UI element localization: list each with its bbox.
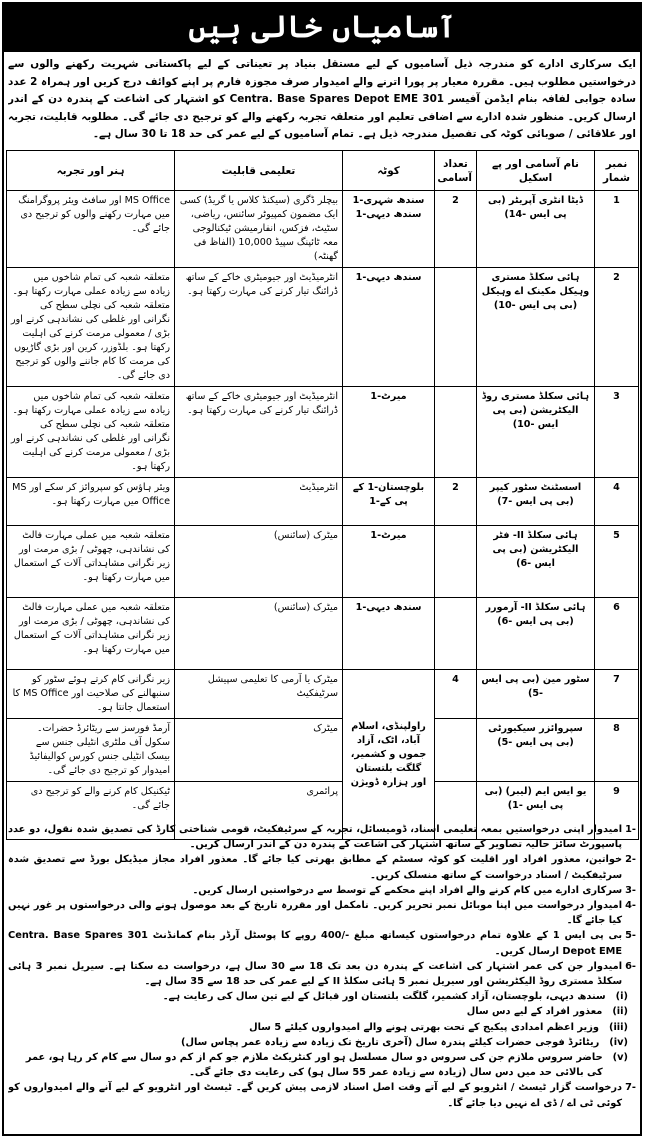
note-item [8, 852, 636, 882]
header-qty: تعداد آسامی [435, 151, 477, 191]
row-experience: MS Office اور سافٹ ویئر پروگرامنگ میں مہارت رکھنے والوں کو ترجیح دی جائے گی۔ [7, 191, 175, 268]
row-quota: سندھ شہری-1 سندھ دیہی-1 [343, 191, 435, 268]
row-sno: 8 [595, 719, 639, 782]
row-sno: 3 [595, 387, 639, 478]
row-qty: 2 [435, 191, 477, 268]
row-education: میٹرک [175, 719, 343, 782]
row-experience: متعلقہ شعبہ میں عملی مہارت فالٹ کی نشاندہی، چھوٹی / بڑی مرمت اور زیر نگرانی مشاہداتی آلات کے استعمال میں مہارت رکھتا ہو۔ [7, 526, 175, 598]
note-text: درخواست گزار ٹیسٹ / انٹرویو کے لیے آتے وقت اصل اسناد لازمی پیش کریں گے۔ ٹیسٹ اور انٹرویو کے لیے آنے والے امیدواروں کو کوئی ٹی اے / ڈی اے نہیں دیا جائے گا۔ [8, 1082, 623, 1109]
age-relaxation-item [8, 1004, 636, 1019]
note-number: -1 [625, 824, 636, 835]
row-experience: متعلقہ شعبہ کی تمام شاخوں میں زیادہ سے زیادہ عملی مہارت رکھتا ہو۔ متعلقہ شعبہ کی نچلی سطح کی نگرانی اور غلطی کی نشاندہی کرنے اور بڑی / معمولی مرمت کرنے کی اہلیت رکھتا ہو۔ [7, 387, 175, 478]
relax-text: ریٹائرڈ فوجی حضرات کیلئے پندرہ سال (آخری تاریخ تک زیادہ سے زیادہ عمر پچاس سال) [180, 1036, 600, 1048]
row-education: بیچلر ڈگری (سیکنڈ کلاس یا گریڈ) کسی ایک مضمون کمپیوٹر سائنس، ریاضی، سٹیٹ، فزکس، انفارمیشن ٹیکنالوجی معہ ٹائپنگ سپیڈ 10,000 (الفاظ فی گھنٹہ) [175, 191, 343, 268]
row-quota: بلوچستان-1 کے پی کے-1 [343, 478, 435, 526]
relax-number: (iv) [609, 1036, 628, 1048]
row-qty [435, 387, 477, 478]
row-post: ہائی سکلڈ II- فٹر الیکٹریشن (بی پی ایس -6) [477, 526, 595, 598]
age-relaxation-item [8, 1050, 636, 1080]
row-post: سپروائزر سیکیورٹی (بی پی ایس -5) [477, 719, 595, 782]
relax-text: سندھ دیہی، بلوچستان، آزاد کشمیر، گلگت بلتستان اور قبائل کے لیے تین سال کی رعایت ہے۔ [162, 991, 606, 1003]
row-sno: 5 [595, 526, 639, 598]
note-item [8, 959, 636, 989]
header-education: تعلیمی قابلیت [175, 151, 343, 191]
relax-number: (ii) [612, 1006, 628, 1018]
note-item [8, 1080, 636, 1110]
row-experience: متعلقہ شعبہ میں عملی مہارت فالٹ کی نشاندہی، چھوٹی / بڑی مرمت اور زیر نگرانی مشاہداتی آلات کے استعمال میں مہارت رکھتا ہو۔ [7, 598, 175, 670]
row-sno: 7 [595, 670, 639, 719]
row-qty [435, 268, 477, 387]
header-sno: نمبر شمار [595, 151, 639, 191]
row-post: ہائی سکلڈ مستری روڈ الیکٹریشن (بی پی ایس -10) [477, 387, 595, 478]
row-quota: میرٹ-1 [343, 526, 435, 598]
note-text: امیدوار درخواست میں اپنا موبائل نمبر تحریر کریں۔ نامکمل اور مقررہ تاریخ کے بعد موصول ہونے والی درخواستوں پر غور نہیں کیا جائے گا۔ [8, 900, 623, 927]
age-relaxation-item [8, 989, 636, 1004]
note-number: -4 [625, 900, 636, 912]
ad-title: آسامیاں خالی ہیں [4, 4, 640, 52]
note-item [8, 928, 636, 958]
header-quota: کوٹہ [343, 151, 435, 191]
row-sno: 6 [595, 598, 639, 670]
row-education: انٹرمیڈیٹ [175, 478, 343, 526]
row-education: میٹرک (سائنس) [175, 526, 343, 598]
row-qty [435, 598, 477, 670]
row-post: سٹور مین (بی پی ایس -5) [477, 670, 595, 719]
table-row [7, 191, 639, 268]
note-number: -6 [625, 960, 636, 972]
age-relaxation-item [8, 1035, 636, 1050]
row-education: پرائمری [175, 782, 343, 840]
table-row [7, 719, 639, 782]
row-sno: 4 [595, 478, 639, 526]
row-post: ڈیٹا انٹری آپریٹر (بی پی ایس -14) [477, 191, 595, 268]
note-number: -3 [625, 884, 636, 896]
row-education: انٹرمیڈیٹ اور جیومیٹری خاکے کے ساتھ ڈرائنگ تیار کرنے کی مہارت رکھتا ہو۔ [175, 268, 343, 387]
row-quota: سندھ دیہی-1 [343, 598, 435, 670]
intro-paragraph: ایک سرکاری ادارے کو مندرجہ ذیل آسامیوں کے لیے مستقل بنیاد پر تعیناتی کے لیے پاکستانی شہریت رکھنے والوں سے درخواستیں مطلوب ہیں۔ مقررہ معیار پر پورا اترنے والے امیدوار صرف مجوزہ فارم پر اپنے کوائف درج کریں اور ہمراہ 2 عدد سادہ جوابی لفافہ بنام ایڈمن آفیسر 301 Centra. Base Spares Depot EME کو اشتہار کی اشاعت کے پندرہ دن کے اندر ارسال کریں۔ منظور شدہ ادارے سے اضافی تعلیم اور متعلقہ تجربہ رکھنے والے کو ترجیح دی جائے گی۔ مطلوبہ قابلیت، تجربہ اور علاقائی / صوبائی کوٹہ کی تفصیل مندرجہ ذیل ہے۔ تمام آسامیوں کے لیے عمر کی حد 18 تا 30 سال ہے۔ [8, 58, 636, 140]
age-relaxation-item [8, 1020, 636, 1035]
relax-text: معذور افراد کے لیے دس سال [466, 1006, 603, 1018]
row-experience: ویئر ہاؤس کو سپروائز کر سکے اور MS Office میں مہارت رکھتا ہو۔ [7, 478, 175, 526]
row-education: انٹرمیڈیٹ اور جیومیٹری خاکے کے ساتھ ڈرائنگ تیار کرنے کی مہارت رکھتا ہو۔ [175, 387, 343, 478]
relax-number: (iii) [608, 1021, 628, 1033]
relax-text: وزیر اعظم امدادی پیکیج کے تحت بھرتی ہونے والے امیدواروں کیلئے 5 سال [249, 1021, 599, 1033]
relax-number: (i) [615, 991, 628, 1003]
note-text: امیدوار جن کی عمر اشتہار کی اشاعت کے پندرہ دن بعد تک 18 سے 30 سال ہے، درخواست دے سکتا ہے۔ سیریل نمبر 3 ہائی سکلڈ مستری روڈ الیکٹریشن اور سیریل نمبر 5 ہائی سکلڈ II کے لیے عمر کی حد 18 سے 35 سال ہے۔ [8, 960, 623, 988]
row-quota: میرٹ-1 [343, 387, 435, 478]
row-quota: راولپنڈی، اسلام آباد، اٹک، آزاد جموں و کشمیر، گلگت بلتستان اور ہزارہ ڈویژن [343, 670, 435, 840]
note-item [8, 883, 636, 898]
row-education: میٹرک (سائنس) [175, 598, 343, 670]
note-number: -5 [625, 930, 636, 942]
row-sno: 1 [595, 191, 639, 268]
table-row [7, 268, 639, 387]
row-post: یو ایس ایم (لیبر) (بی پی ایس -1) [477, 782, 595, 840]
table-row [7, 387, 639, 478]
row-sno: 9 [595, 782, 639, 840]
table-row [7, 478, 639, 526]
relax-number: (v) [612, 1052, 628, 1064]
row-education: میٹرک یا آرمی کا تعلیمی سپیشل سرٹیفکیٹ [175, 670, 343, 719]
header-experience: ہنر اور تجربہ [7, 151, 175, 191]
note-item [8, 898, 636, 928]
row-qty [435, 719, 477, 782]
header-post: نام آسامی اور پے اسکیل [477, 151, 595, 191]
table-header-row [7, 151, 639, 191]
row-experience: متعلقہ شعبہ کی تمام شاخوں میں زیادہ سے زیادہ عملی مہارت رکھتا ہو۔ متعلقہ شعبہ کی نچلی سطح کی نگرانی اور غلطی کی نشاندہی کرنے اور بڑی / معمولی مرمت کرنے کی اہلیت رکھتا ہو۔ بلڈوزر، کرین اور بڑی گاڑیوں کی مرمت کا کام جاننے والوں کو ترجیح دی جائے گی۔ [7, 268, 175, 387]
note-text: خواتین، معذور افراد اور اقلیت کو کوٹہ سسٹم کے مطابق بھرتی کیا جائے گا۔ معذور افراد مجاز میڈیکل بورڈ سے تصدیق شدہ سرٹیفکیٹ / اسناد درخواست کے ساتھ منسلک کریں۔ [8, 854, 623, 881]
note-number: -7 [625, 1082, 636, 1094]
relax-text: حاضر سروس ملازم جن کی سروس دو سال مسلسل ہو اور کنٹریکٹ ملازم جو کم از کم دو سال سے کام کر رہا ہو، عمر کی بالائی حد میں دس سال (زیادہ سے زیادہ عمر 55 سال ہو) کی رعایت دی جائے گی۔ [25, 1052, 603, 1079]
row-qty [435, 526, 477, 598]
row-qty: 4 [435, 670, 477, 719]
row-experience: آرمڈ فورسز سے ریٹائرڈ حضرات۔ سکول آف ملٹری انٹیلی جنس سے بیسک انٹیلی جنس کورس کوالیفائیڈ امیدوار کو ترجیح دی جائے گی۔ [7, 719, 175, 782]
table-row [7, 598, 639, 670]
row-experience: ٹیکنیکل کام کرنے والے کو ترجیح دی جائے گی۔ [7, 782, 175, 840]
note-text: سرکاری ادارے میں کام کرنے والے افراد اپنے محکمے کے توسط سے درخواستیں ارسال کریں۔ [192, 884, 623, 896]
note-text: امیدوار اپنی درخواستیں بمعہ تعلیمی اسناد، ڈومیسائل، تجربہ کے سرٹیفکیٹ، قومی شناختی کارڈ کی تصدیق شدہ نقول، دو عدد پاسپورٹ سائز حالیہ تصاویر کے ساتھ اشتہار کی اشاعت کے پندرہ دن کے اندر ارسال کریں۔ [8, 824, 623, 851]
row-quota: سندھ دیہی-1 [343, 268, 435, 387]
row-post: ہائی سکلڈ مستری وہیکل مکینک اے وہیکل (بی پی ایس -10) [477, 268, 595, 387]
note-number: -2 [625, 854, 636, 866]
vacancies-table [6, 150, 639, 840]
table-row [7, 526, 639, 598]
row-post: ہائی سکلڈ II- آرمورر (بی پی ایس -6) [477, 598, 595, 670]
row-sno: 2 [595, 268, 639, 387]
notes-section [8, 822, 636, 1134]
row-qty: 2 [435, 478, 477, 526]
row-experience: زیر نگرانی کام کرتے ہوئے سٹور کو سنبھالنے کی صلاحیت اور MS Office کا استعمال جانتا ہو۔ [7, 670, 175, 719]
table-row [7, 670, 639, 719]
row-post: اسسٹنٹ سٹور کیپر (بی پی ایس -7) [477, 478, 595, 526]
note-text: بی پی ایس 1 کے علاوہ تمام درخواستوں کیساتھ مبلغ -/400 روپے کا پوسٹل آرڈر بنام کمانڈنٹ 301 Centra. Base Spares Depot EME ارسال کریں۔ [8, 930, 623, 957]
note-item [8, 822, 636, 852]
